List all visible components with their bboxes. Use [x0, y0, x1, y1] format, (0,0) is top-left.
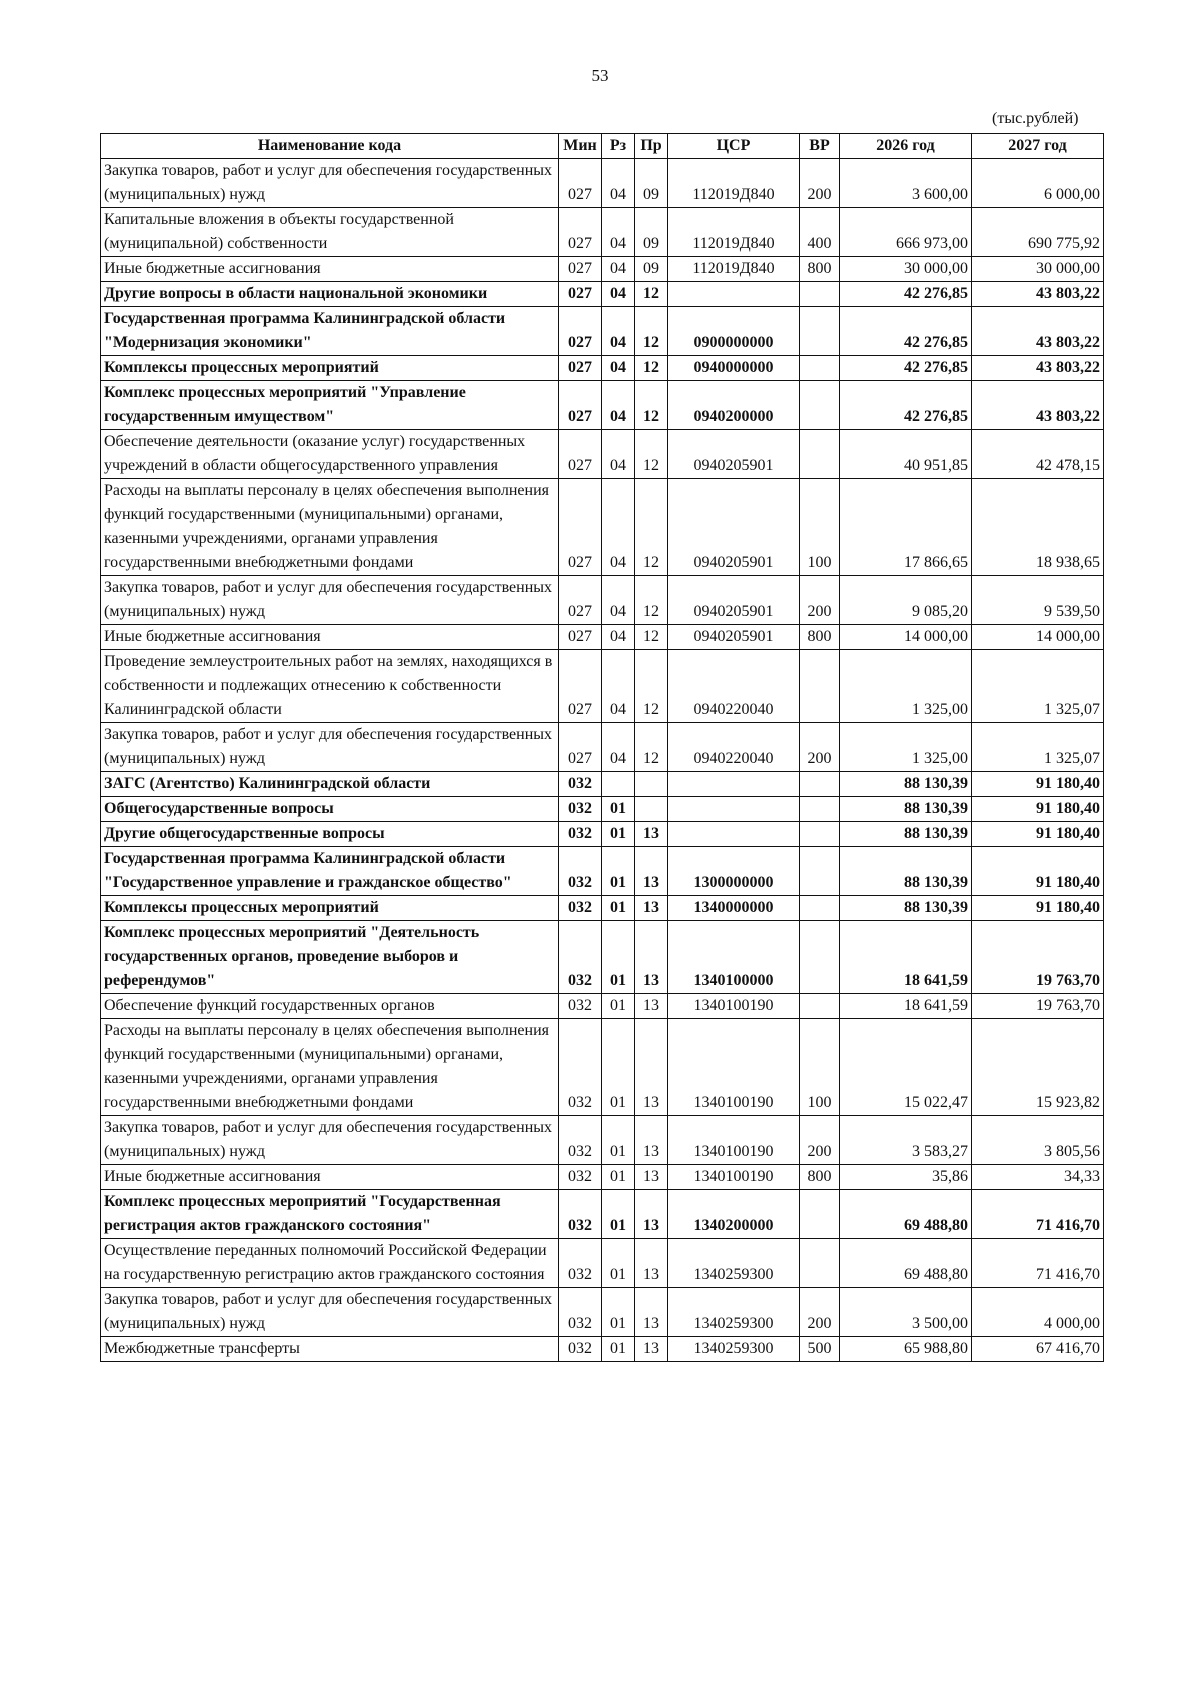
cell-pr	[635, 772, 668, 797]
cell-2027: 91 180,40	[972, 847, 1104, 896]
cell-2027: 91 180,40	[972, 772, 1104, 797]
table-row	[101, 479, 1104, 576]
cell-min: 027	[559, 257, 602, 282]
cell-min: 027	[559, 356, 602, 381]
cell-name: Закупка товаров, работ и услуг для обеспечения государственных (муниципальных) нужд	[101, 159, 559, 208]
cell-csr: 112019Д840	[668, 257, 800, 282]
cell-name: Комплекс процессных мероприятий "Государственная регистрация актов гражданского состояния"	[101, 1190, 559, 1239]
cell-name: Закупка товаров, работ и услуг для обеспечения государственных (муниципальных) нужд	[101, 576, 559, 625]
table-row	[101, 576, 1104, 625]
cell-vr: 100	[800, 479, 840, 576]
cell-vr	[800, 381, 840, 430]
cell-rz: 01	[602, 1116, 635, 1165]
cell-2026: 42 276,85	[840, 307, 972, 356]
cell-min: 027	[559, 723, 602, 772]
table-row	[101, 723, 1104, 772]
header-row	[101, 134, 1104, 159]
cell-csr: 112019Д840	[668, 159, 800, 208]
cell-rz: 04	[602, 307, 635, 356]
cell-min: 032	[559, 1288, 602, 1337]
cell-rz: 01	[602, 896, 635, 921]
cell-min: 027	[559, 282, 602, 307]
cell-min: 032	[559, 1337, 602, 1362]
cell-min: 027	[559, 430, 602, 479]
cell-2027: 43 803,22	[972, 307, 1104, 356]
cell-rz: 01	[602, 1190, 635, 1239]
cell-name: Закупка товаров, работ и услуг для обеспечения государственных (муниципальных) нужд	[101, 1116, 559, 1165]
cell-pr: 12	[635, 650, 668, 723]
cell-name: Иные бюджетные ассигнования	[101, 257, 559, 282]
cell-name: Закупка товаров, работ и услуг для обеспечения государственных (муниципальных) нужд	[101, 723, 559, 772]
cell-vr	[800, 1190, 840, 1239]
cell-2026: 88 130,39	[840, 847, 972, 896]
cell-csr: 1340000000	[668, 896, 800, 921]
cell-vr	[800, 772, 840, 797]
cell-pr: 12	[635, 625, 668, 650]
cell-pr: 12	[635, 381, 668, 430]
cell-csr: 0940220040	[668, 723, 800, 772]
cell-pr: 13	[635, 1019, 668, 1116]
cell-name: Обеспечение деятельности (оказание услуг) государственных учреждений в области общегосударственного управления	[101, 430, 559, 479]
table-row	[101, 994, 1104, 1019]
cell-name: Межбюджетные трансферты	[101, 1337, 559, 1362]
cell-name: Комплексы процессных мероприятий	[101, 896, 559, 921]
cell-vr: 200	[800, 1288, 840, 1337]
table-row	[101, 847, 1104, 896]
units-note: (тыс.рублей)	[992, 110, 1079, 127]
cell-vr	[800, 1239, 840, 1288]
cell-2027: 19 763,70	[972, 994, 1104, 1019]
cell-name: Государственная программа Калининградской области "Государственное управление и гражданское общество"	[101, 847, 559, 896]
cell-name: Иные бюджетные ассигнования	[101, 1165, 559, 1190]
cell-vr	[800, 282, 840, 307]
cell-2026: 18 641,59	[840, 994, 972, 1019]
table-header	[101, 134, 1104, 159]
cell-min: 032	[559, 921, 602, 994]
cell-2026: 88 130,39	[840, 797, 972, 822]
cell-2026: 88 130,39	[840, 772, 972, 797]
cell-2027: 690 775,92	[972, 208, 1104, 257]
cell-pr: 13	[635, 1288, 668, 1337]
cell-rz: 04	[602, 625, 635, 650]
cell-min: 032	[559, 994, 602, 1019]
cell-rz: 01	[602, 1288, 635, 1337]
cell-rz: 04	[602, 257, 635, 282]
cell-rz: 01	[602, 994, 635, 1019]
cell-pr: 12	[635, 576, 668, 625]
cell-rz: 04	[602, 723, 635, 772]
table-row	[101, 430, 1104, 479]
table-row	[101, 1116, 1104, 1165]
table-row	[101, 257, 1104, 282]
cell-2026: 1 325,00	[840, 650, 972, 723]
cell-vr	[800, 822, 840, 847]
table-row	[101, 1019, 1104, 1116]
cell-2027: 30 000,00	[972, 257, 1104, 282]
table-row	[101, 1165, 1104, 1190]
cell-rz: 01	[602, 797, 635, 822]
cell-name: Осуществление переданных полномочий Российской Федерации на государственную регистрацию актов гражданского состояния	[101, 1239, 559, 1288]
cell-vr: 800	[800, 625, 840, 650]
cell-pr: 13	[635, 1190, 668, 1239]
table-row	[101, 1190, 1104, 1239]
cell-2026: 88 130,39	[840, 822, 972, 847]
cell-min: 027	[559, 381, 602, 430]
cell-2027: 3 805,56	[972, 1116, 1104, 1165]
cell-csr: 1340100190	[668, 994, 800, 1019]
header-vr: ВР	[800, 134, 840, 159]
cell-rz: 04	[602, 381, 635, 430]
cell-2027: 15 923,82	[972, 1019, 1104, 1116]
table-row	[101, 307, 1104, 356]
cell-2027: 43 803,22	[972, 356, 1104, 381]
cell-2027: 34,33	[972, 1165, 1104, 1190]
cell-2027: 9 539,50	[972, 576, 1104, 625]
cell-name: Закупка товаров, работ и услуг для обеспечения государственных (муниципальных) нужд	[101, 1288, 559, 1337]
cell-name: Капитальные вложения в объекты государственной (муниципальной) собственности	[101, 208, 559, 257]
cell-pr: 09	[635, 257, 668, 282]
cell-rz: 04	[602, 282, 635, 307]
cell-2026: 69 488,80	[840, 1239, 972, 1288]
cell-2026: 15 022,47	[840, 1019, 972, 1116]
header-rz: Рз	[602, 134, 635, 159]
cell-csr	[668, 822, 800, 847]
cell-csr: 1300000000	[668, 847, 800, 896]
cell-vr: 400	[800, 208, 840, 257]
cell-rz: 01	[602, 1019, 635, 1116]
table-row	[101, 159, 1104, 208]
cell-min: 032	[559, 1116, 602, 1165]
cell-pr: 12	[635, 356, 668, 381]
cell-min: 032	[559, 1190, 602, 1239]
cell-min: 027	[559, 625, 602, 650]
cell-2026: 69 488,80	[840, 1190, 972, 1239]
cell-rz: 01	[602, 1337, 635, 1362]
cell-csr: 1340100190	[668, 1019, 800, 1116]
cell-rz: 04	[602, 479, 635, 576]
cell-pr: 13	[635, 1165, 668, 1190]
table-row	[101, 1337, 1104, 1362]
cell-2026: 1 325,00	[840, 723, 972, 772]
cell-name: Иные бюджетные ассигнования	[101, 625, 559, 650]
cell-name: ЗАГС (Агентство) Калининградской области	[101, 772, 559, 797]
cell-csr: 0940205901	[668, 625, 800, 650]
cell-csr: 0940205901	[668, 430, 800, 479]
table-row	[101, 650, 1104, 723]
cell-2027: 19 763,70	[972, 921, 1104, 994]
cell-rz: 01	[602, 1165, 635, 1190]
cell-2027: 71 416,70	[972, 1239, 1104, 1288]
cell-csr: 0940205901	[668, 479, 800, 576]
cell-pr: 12	[635, 282, 668, 307]
cell-2026: 42 276,85	[840, 356, 972, 381]
cell-pr: 12	[635, 479, 668, 576]
cell-2026: 65 988,80	[840, 1337, 972, 1362]
table-row	[101, 772, 1104, 797]
cell-min: 032	[559, 772, 602, 797]
table-row	[101, 1239, 1104, 1288]
table-row	[101, 625, 1104, 650]
table-row	[101, 822, 1104, 847]
cell-vr: 200	[800, 723, 840, 772]
cell-min: 027	[559, 576, 602, 625]
cell-name: Общегосударственные вопросы	[101, 797, 559, 822]
cell-2027: 71 416,70	[972, 1190, 1104, 1239]
cell-2027: 14 000,00	[972, 625, 1104, 650]
cell-pr	[635, 797, 668, 822]
cell-rz: 04	[602, 159, 635, 208]
cell-2026: 3 600,00	[840, 159, 972, 208]
table-row	[101, 896, 1104, 921]
cell-pr: 13	[635, 822, 668, 847]
cell-name: Расходы на выплаты персоналу в целях обеспечения выполнения функций государственными (муниципальными) органами, казенными учреждениями, органами управления государственными внебюджетными фондами	[101, 1019, 559, 1116]
cell-min: 032	[559, 1239, 602, 1288]
cell-min: 027	[559, 650, 602, 723]
cell-2027: 6 000,00	[972, 159, 1104, 208]
cell-min: 027	[559, 307, 602, 356]
cell-2027: 43 803,22	[972, 282, 1104, 307]
header-2026: 2026 год	[840, 134, 972, 159]
cell-2026: 88 130,39	[840, 896, 972, 921]
cell-2026: 35,86	[840, 1165, 972, 1190]
cell-2026: 14 000,00	[840, 625, 972, 650]
cell-name: Комплекс процессных мероприятий "Управление государственным имуществом"	[101, 381, 559, 430]
cell-rz: 01	[602, 822, 635, 847]
page-number: 53	[591, 66, 609, 85]
cell-pr: 13	[635, 1239, 668, 1288]
cell-vr: 500	[800, 1337, 840, 1362]
cell-pr: 13	[635, 847, 668, 896]
cell-2026: 17 866,65	[840, 479, 972, 576]
cell-name: Комплексы процессных мероприятий	[101, 356, 559, 381]
cell-pr: 09	[635, 208, 668, 257]
header-2027: 2027 год	[972, 134, 1104, 159]
cell-rz: 04	[602, 650, 635, 723]
cell-pr: 13	[635, 896, 668, 921]
cell-vr	[800, 430, 840, 479]
table-row	[101, 381, 1104, 430]
cell-2027: 1 325,07	[972, 723, 1104, 772]
table-body	[101, 159, 1104, 1362]
cell-2026: 42 276,85	[840, 282, 972, 307]
cell-min: 032	[559, 1019, 602, 1116]
cell-vr: 200	[800, 1116, 840, 1165]
cell-2027: 43 803,22	[972, 381, 1104, 430]
cell-csr: 0940220040	[668, 650, 800, 723]
cell-vr	[800, 994, 840, 1019]
cell-name: Проведение землеустроительных работ на землях, находящихся в собственности и подлежащих отнесению к собственности Калининградской области	[101, 650, 559, 723]
cell-min: 027	[559, 208, 602, 257]
cell-2027: 18 938,65	[972, 479, 1104, 576]
cell-pr: 13	[635, 921, 668, 994]
cell-csr: 1340259300	[668, 1288, 800, 1337]
budget-table	[100, 133, 1104, 1362]
cell-2026: 18 641,59	[840, 921, 972, 994]
table-row	[101, 208, 1104, 257]
cell-csr	[668, 797, 800, 822]
cell-min: 027	[559, 479, 602, 576]
cell-name: Расходы на выплаты персоналу в целях обеспечения выполнения функций государственными (муниципальными) органами, казенными учреждениями, органами управления государственными внебюджетными фондами	[101, 479, 559, 576]
cell-name: Государственная программа Калининградской области "Модернизация экономики"	[101, 307, 559, 356]
cell-pr: 13	[635, 1337, 668, 1362]
cell-2026: 30 000,00	[840, 257, 972, 282]
cell-vr	[800, 307, 840, 356]
cell-2026: 3 500,00	[840, 1288, 972, 1337]
cell-csr: 1340100190	[668, 1165, 800, 1190]
table-row	[101, 921, 1104, 994]
cell-csr: 0900000000	[668, 307, 800, 356]
cell-csr	[668, 282, 800, 307]
cell-pr: 12	[635, 307, 668, 356]
cell-csr	[668, 772, 800, 797]
cell-2027: 91 180,40	[972, 797, 1104, 822]
cell-rz: 04	[602, 430, 635, 479]
cell-2026: 40 951,85	[840, 430, 972, 479]
header-name: Наименование кода	[101, 134, 559, 159]
cell-name: Комплекс процессных мероприятий "Деятельность государственных органов, проведение выборов и референдумов"	[101, 921, 559, 994]
cell-min: 027	[559, 159, 602, 208]
cell-pr: 12	[635, 723, 668, 772]
cell-vr: 100	[800, 1019, 840, 1116]
cell-min: 032	[559, 797, 602, 822]
cell-rz: 01	[602, 1239, 635, 1288]
header-pr: Пр	[635, 134, 668, 159]
cell-rz: 01	[602, 921, 635, 994]
cell-rz: 04	[602, 208, 635, 257]
cell-pr: 09	[635, 159, 668, 208]
cell-vr: 200	[800, 159, 840, 208]
cell-rz: 04	[602, 576, 635, 625]
cell-csr: 112019Д840	[668, 208, 800, 257]
cell-pr: 13	[635, 994, 668, 1019]
cell-csr: 1340200000	[668, 1190, 800, 1239]
cell-csr: 1340100190	[668, 1116, 800, 1165]
cell-2026: 3 583,27	[840, 1116, 972, 1165]
table-row	[101, 797, 1104, 822]
cell-2027: 67 416,70	[972, 1337, 1104, 1362]
cell-csr: 1340100000	[668, 921, 800, 994]
cell-csr: 1340259300	[668, 1337, 800, 1362]
cell-vr	[800, 921, 840, 994]
cell-pr: 13	[635, 1116, 668, 1165]
cell-vr	[800, 650, 840, 723]
cell-vr: 200	[800, 576, 840, 625]
cell-vr	[800, 356, 840, 381]
cell-min: 032	[559, 1165, 602, 1190]
cell-vr: 800	[800, 257, 840, 282]
cell-rz: 01	[602, 847, 635, 896]
table-row	[101, 1288, 1104, 1337]
cell-2027: 91 180,40	[972, 822, 1104, 847]
cell-min: 032	[559, 847, 602, 896]
cell-rz	[602, 772, 635, 797]
cell-name: Обеспечение функций государственных органов	[101, 994, 559, 1019]
cell-2026: 9 085,20	[840, 576, 972, 625]
cell-csr: 0940205901	[668, 576, 800, 625]
cell-csr: 1340259300	[668, 1239, 800, 1288]
cell-2027: 1 325,07	[972, 650, 1104, 723]
cell-2027: 91 180,40	[972, 896, 1104, 921]
cell-2026: 666 973,00	[840, 208, 972, 257]
cell-rz: 04	[602, 356, 635, 381]
cell-2027: 4 000,00	[972, 1288, 1104, 1337]
cell-name: Другие вопросы в области национальной экономики	[101, 282, 559, 307]
header-min: Мин	[559, 134, 602, 159]
cell-vr: 800	[800, 1165, 840, 1190]
cell-pr: 12	[635, 430, 668, 479]
header-csr: ЦСР	[668, 134, 800, 159]
cell-name: Другие общегосударственные вопросы	[101, 822, 559, 847]
cell-csr: 0940200000	[668, 381, 800, 430]
cell-vr	[800, 797, 840, 822]
cell-2027: 42 478,15	[972, 430, 1104, 479]
table-row	[101, 282, 1104, 307]
cell-min: 032	[559, 822, 602, 847]
cell-min: 032	[559, 896, 602, 921]
cell-csr: 0940000000	[668, 356, 800, 381]
cell-vr	[800, 847, 840, 896]
cell-2026: 42 276,85	[840, 381, 972, 430]
cell-vr	[800, 896, 840, 921]
table-row	[101, 356, 1104, 381]
